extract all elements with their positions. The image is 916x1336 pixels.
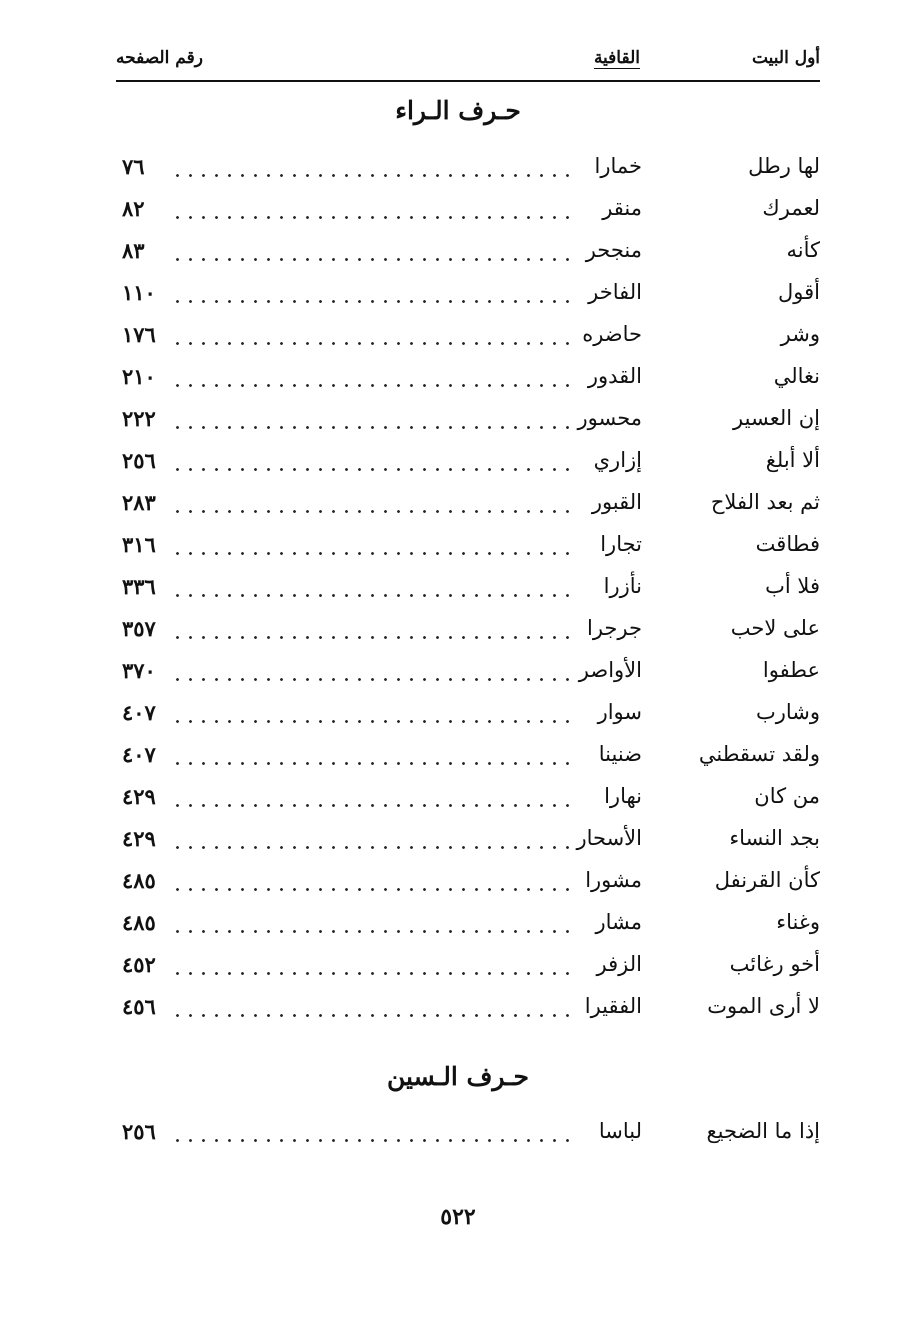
entry-first-word: أخو رغائب	[729, 952, 820, 976]
entry-rhyme: منقر	[602, 196, 642, 220]
entry-rhyme: نأزرا	[603, 574, 642, 598]
entry-page-number: ١١٠	[122, 280, 156, 305]
entry-page-number: ٢٥٦	[122, 1119, 156, 1144]
entry-page-number: ٤٨٥	[122, 910, 156, 935]
entry-first-word: إذا ما الضجيع	[706, 1119, 820, 1143]
entry-rhyme: القبور	[591, 490, 642, 514]
entry-page-number: ٤٢٩	[122, 784, 156, 809]
index-entry	[116, 316, 820, 358]
entry-first-word: كأنه	[786, 238, 820, 262]
entry-rhyme: الزفر	[596, 952, 642, 976]
index-entry	[116, 652, 820, 694]
index-entry	[116, 904, 820, 946]
index-entry	[116, 694, 820, 736]
entry-first-word: فطاقت	[755, 532, 820, 556]
index-entry	[116, 148, 820, 190]
entry-rhyme: نهارا	[604, 784, 642, 808]
entry-rhyme: الفقيرا	[584, 994, 642, 1018]
dot-leader	[174, 510, 574, 513]
index-entry	[116, 988, 820, 1030]
entry-rhyme: تجارا	[600, 532, 642, 556]
entry-first-word: لا أرى الموت	[707, 994, 820, 1018]
header-first-word: أول البيت	[751, 48, 820, 68]
entry-first-word: عطفوا	[762, 658, 820, 682]
index-entry	[116, 820, 820, 862]
dot-leader	[174, 468, 574, 471]
entry-rhyme: جرجرا	[587, 616, 642, 640]
entry-rhyme: خمارا	[594, 154, 642, 178]
index-entry	[116, 862, 820, 904]
index-entry	[116, 568, 820, 610]
section-title-sin: حـرف الـسين	[387, 1062, 529, 1091]
entry-first-word: فلا أب	[765, 574, 820, 598]
entry-first-word: إن العسير	[733, 406, 820, 430]
index-entry	[116, 1113, 820, 1155]
dot-leader	[174, 342, 574, 345]
entry-page-number: ٤٨٥	[122, 868, 156, 893]
entry-page-number: ٢٨٣	[122, 490, 156, 515]
entry-first-word: ولقد تسقطني	[698, 742, 820, 766]
header-rhyme: القافية	[593, 48, 640, 68]
entry-first-word: لها رطل	[748, 154, 820, 178]
index-entry	[116, 736, 820, 778]
index-entry	[116, 778, 820, 820]
index-entry	[116, 232, 820, 274]
entry-page-number: ٢٥٦	[122, 448, 156, 473]
entry-page-number: ٤٢٩	[122, 826, 156, 851]
entry-first-word: أقول	[778, 280, 820, 304]
index-entry	[116, 610, 820, 652]
entry-first-word: لعمرك	[762, 196, 820, 220]
dot-leader	[174, 174, 574, 177]
dot-leader	[174, 1014, 574, 1017]
dot-leader	[174, 678, 574, 681]
entry-first-word: وشارب	[755, 700, 820, 724]
dot-leader	[174, 762, 574, 765]
column-headers	[116, 48, 820, 76]
dot-leader	[174, 636, 574, 639]
entry-rhyme: إزاري	[593, 448, 642, 472]
entry-first-word: من كان	[754, 784, 820, 808]
entry-first-word: كأن القرنفل	[714, 868, 820, 892]
entry-rhyme: ضنينا	[598, 742, 642, 766]
entry-page-number: ٤٥٢	[122, 952, 156, 977]
index-entry	[116, 190, 820, 232]
entry-page-number: ٤٠٧	[122, 742, 156, 767]
entry-first-word: على لاحب	[730, 616, 820, 640]
entry-first-word: بجد النساء	[729, 826, 820, 850]
dot-leader	[174, 216, 574, 219]
dot-leader	[174, 930, 574, 933]
entry-page-number: ٤٥٦	[122, 994, 156, 1019]
entry-rhyme: الأسحار	[576, 826, 642, 850]
entry-page-number: ٣١٦	[122, 532, 156, 557]
index-entry	[116, 400, 820, 442]
entry-first-word: وغناء	[776, 910, 820, 934]
entries-ra	[116, 148, 820, 1030]
page-folio: ٥٢٢	[440, 1204, 476, 1230]
dot-leader	[174, 720, 574, 723]
section-title-ra: حـرف الـراء	[395, 96, 521, 125]
entry-page-number: ٤٠٧	[122, 700, 156, 725]
entry-page-number: ٢١٠	[122, 364, 156, 389]
dot-leader	[174, 384, 574, 387]
index-entry	[116, 526, 820, 568]
entry-first-word: وشر	[780, 322, 820, 346]
index-entry	[116, 484, 820, 526]
index-entry	[116, 442, 820, 484]
header-rule	[116, 80, 820, 82]
dot-leader	[174, 972, 574, 975]
dot-leader	[174, 426, 574, 429]
entry-page-number: ٨٢	[122, 196, 145, 221]
entry-rhyme: القدور	[587, 364, 642, 388]
entry-rhyme: الأواصر	[578, 658, 642, 682]
entry-page-number: ٣٥٧	[122, 616, 156, 641]
entry-rhyme: لباسا	[598, 1119, 642, 1143]
entry-page-number: ٢٢٢	[122, 406, 156, 431]
entry-rhyme: حاضره	[582, 322, 642, 346]
dot-leader	[174, 552, 574, 555]
entry-page-number: ٣٣٦	[122, 574, 156, 599]
header-page-number: رقم الصفحه	[116, 48, 203, 68]
entry-page-number: ٣٧٠	[122, 658, 156, 683]
index-entry	[116, 946, 820, 988]
entry-first-word: نغالي	[773, 364, 820, 388]
entry-page-number: ٨٣	[122, 238, 145, 263]
entry-rhyme: الفاخر	[588, 280, 642, 304]
entry-first-word: ألا أبلغ	[765, 448, 820, 472]
entry-rhyme: محسور	[577, 406, 642, 430]
dot-leader	[174, 846, 574, 849]
dot-leader	[174, 300, 574, 303]
dot-leader	[174, 1139, 574, 1142]
dot-leader	[174, 888, 574, 891]
entry-page-number: ٧٦	[122, 154, 145, 179]
dot-leader	[174, 594, 574, 597]
entry-rhyme: مشورا	[585, 868, 642, 892]
dot-leader	[174, 804, 574, 807]
entry-rhyme: مشار	[595, 910, 642, 934]
entry-rhyme: منجحر	[585, 238, 642, 262]
dot-leader	[174, 258, 574, 261]
entries-sin	[116, 1113, 820, 1155]
entry-first-word: ثم بعد الفلاح	[710, 490, 820, 514]
index-entry	[116, 358, 820, 400]
entry-page-number: ١٧٦	[122, 322, 156, 347]
entry-rhyme: سوار	[597, 700, 642, 724]
index-entry	[116, 274, 820, 316]
